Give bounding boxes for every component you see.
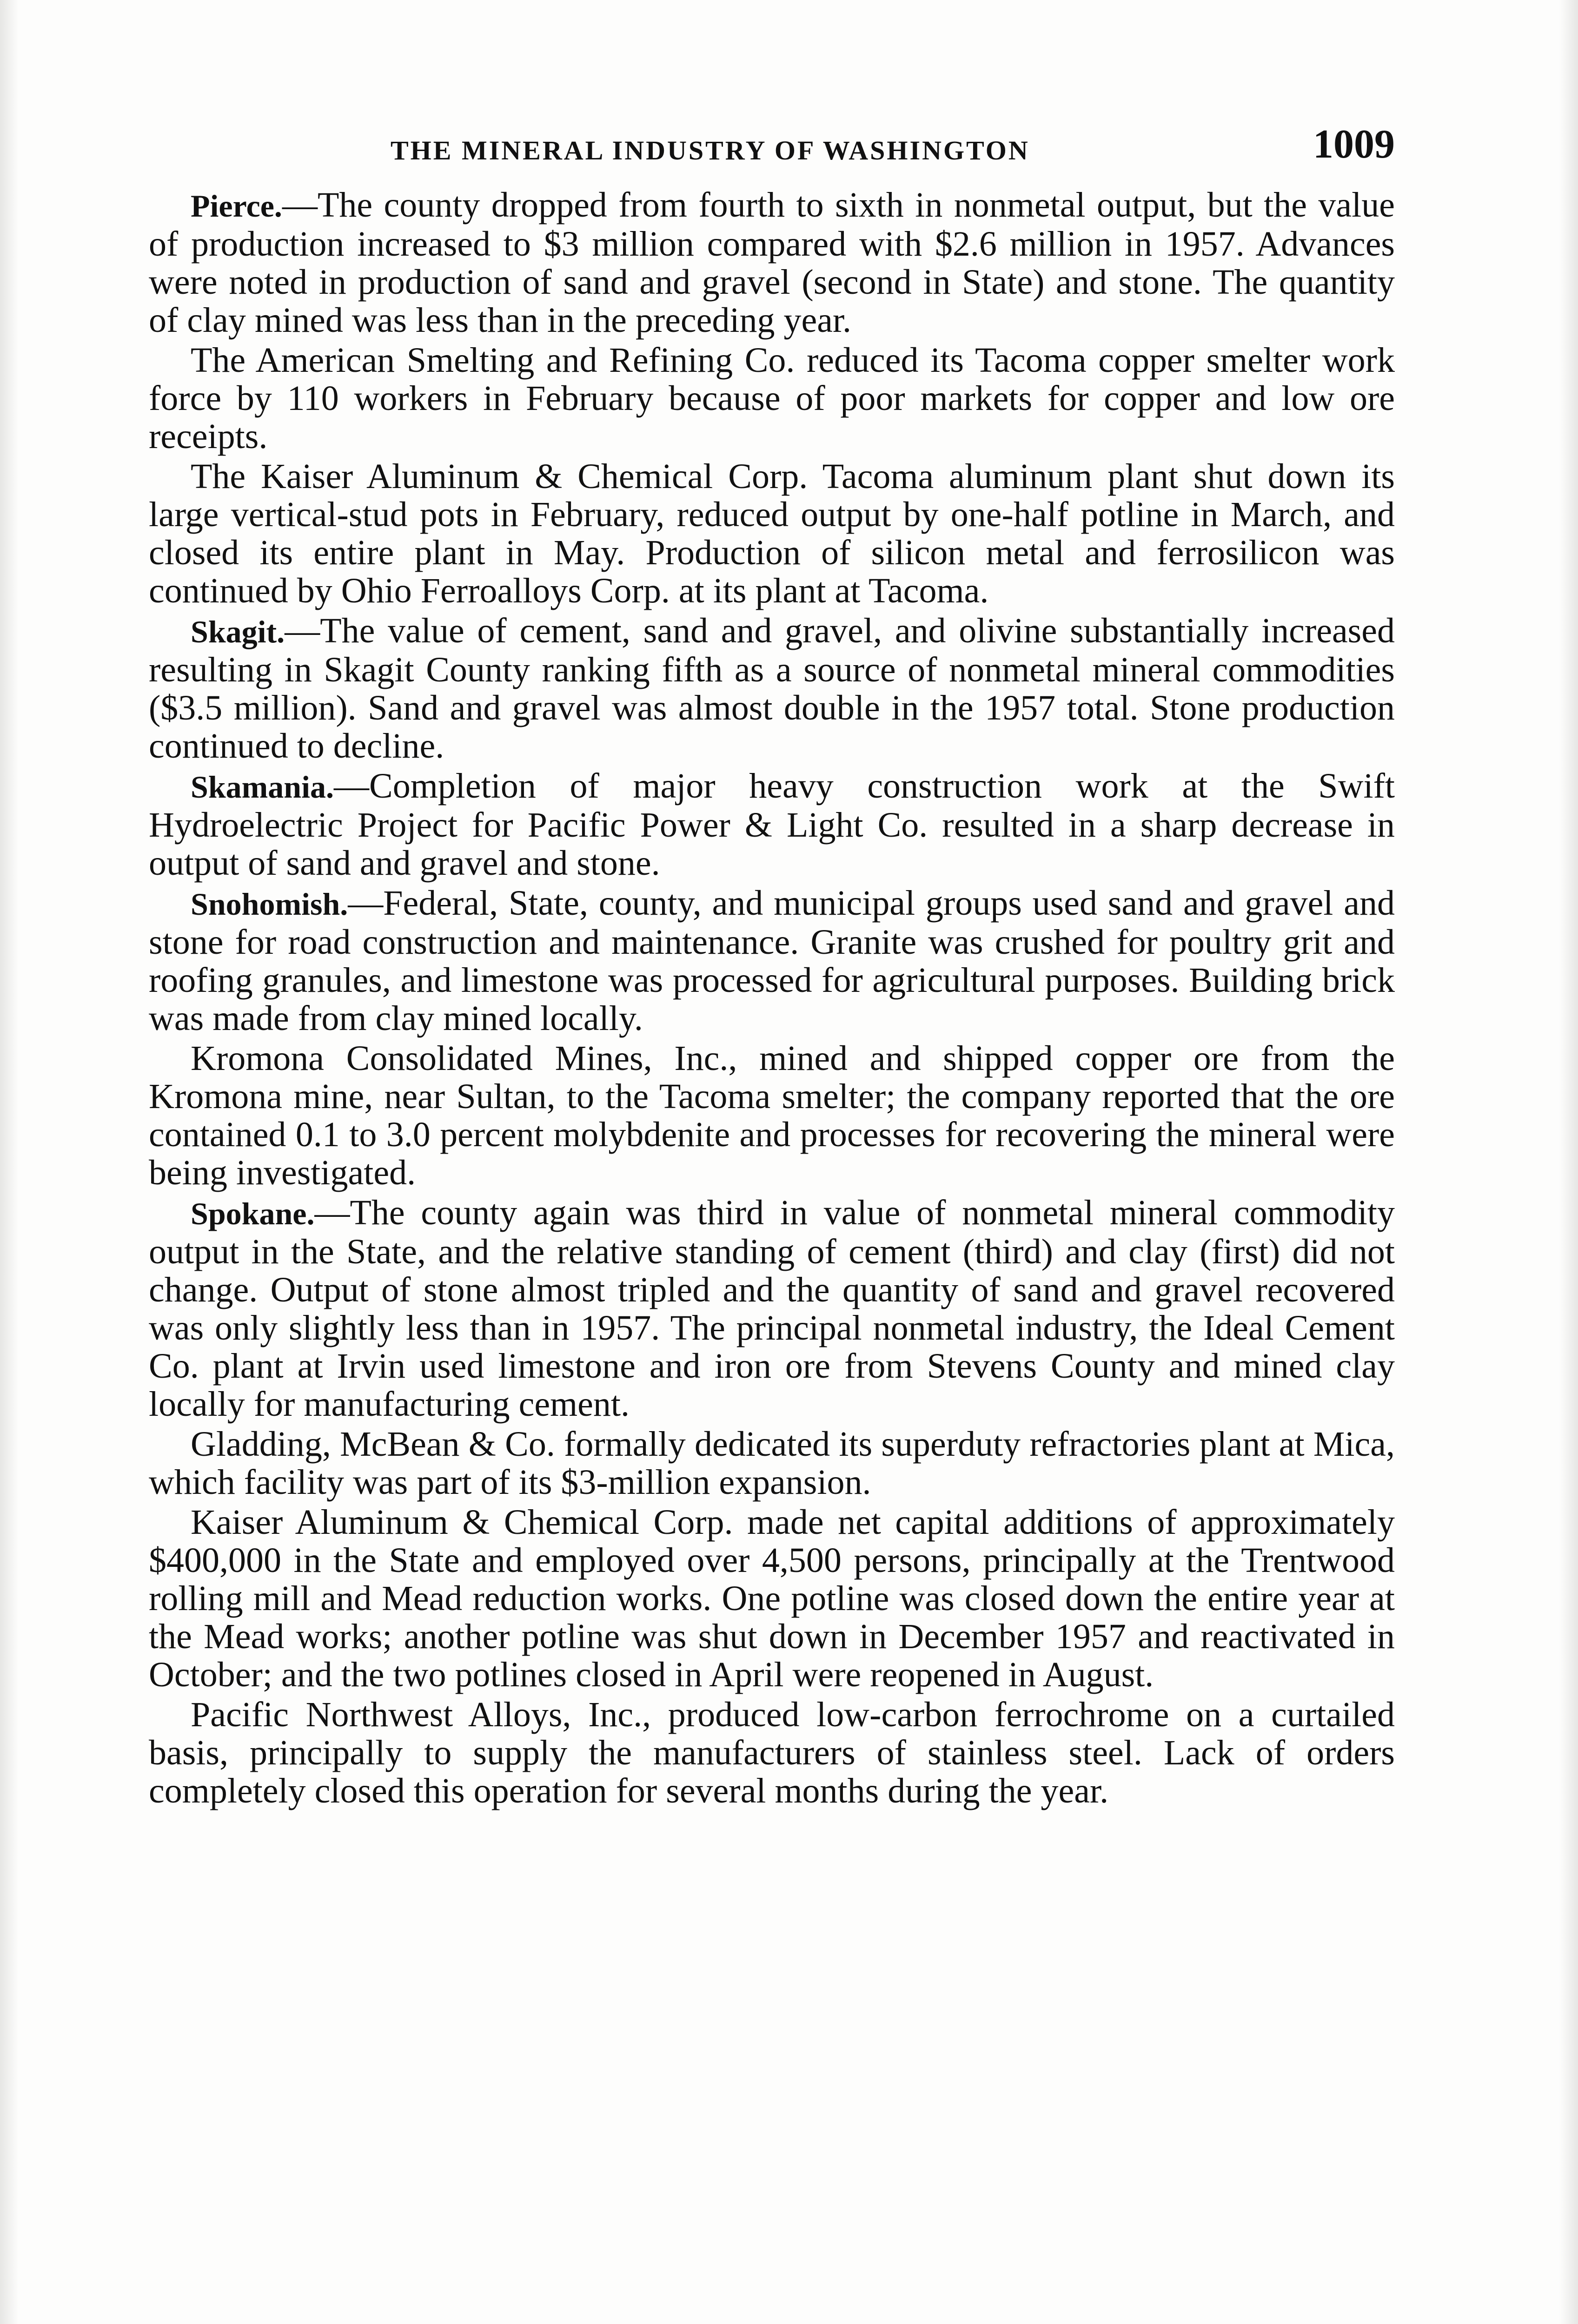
county-heading-snohomish: Snohomish. [191, 886, 348, 922]
paragraph-american-smelting [149, 341, 1395, 456]
paragraph-text: Pacific Northwest Alloys, Inc., produced low-carbon ferrochrome on a curtailed basis, principally to supply the manufacturers of stainless steel. Lack of orders completely closed this operation for several months during the year. [149, 1695, 1395, 1810]
paragraph-pacific-northwest-alloys [149, 1696, 1395, 1810]
paragraph-pierce [149, 186, 1395, 339]
paragraph-text: Kaiser Aluminum & Chemical Corp. made net capital additions of approximately $400,000 in the State and employed over 4,500 persons, principally at the Trentwood rolling mill and Mead reduction works. One potline was closed down the entire year at the Mead works; another potline was shut down in December 1957 and reactivated in October; and the two potlines closed in April were reopened in August. [149, 1503, 1395, 1694]
county-heading-skagit: Skagit. [191, 614, 285, 649]
paragraph-text: Gladding, McBean & Co. formally dedicated its superduty refractories plant at Mica, which facility was part of its $3-million expansion. [149, 1425, 1395, 1502]
paragraph-snohomish [149, 884, 1395, 1037]
paragraph-kromona [149, 1039, 1395, 1192]
paragraph-text: The Kaiser Aluminum & Chemical Corp. Tacoma aluminum plant shut down its large vertical-stud pots in February, reduced output by one-half potline in March, and closed its entire plant in May. Production of silicon metal and ferrosilicon was continued by Ohio Ferroalloys Corp. at its plant at Tacoma. [149, 457, 1395, 610]
running-head: THE MINERAL INDUSTRY OF WASHINGTON [391, 135, 1030, 165]
paragraph-kaiser-spokane [149, 1503, 1395, 1694]
paragraph-spokane [149, 1194, 1395, 1423]
body-text [149, 186, 1395, 1810]
county-heading-skamania: Skamania. [191, 769, 334, 805]
paragraph-skagit [149, 612, 1395, 765]
scan-edge-left [0, 0, 19, 2324]
paragraph-kaiser-tacoma [149, 457, 1395, 610]
page-header [149, 121, 1395, 172]
paragraph-text: —The county dropped from fourth to sixth in nonmetal output, but the value of production increased to $3 million compared with $2.6 million in 1957. Advances were noted in production of sand and gravel (second in State) and stone. The quantity of clay mined was less than in the preceding year. [149, 185, 1395, 340]
paragraph-text: —Completion of major heavy construction work at the Swift Hydroelectric Project for Pacific Power & Light Co. resulted in a sharp decrease in output of sand and gravel and stone. [149, 766, 1395, 883]
page-content [149, 121, 1395, 1810]
paragraph-text: The American Smelting and Refining Co. reduced its Tacoma copper smelter work force by 110 workers in February because of poor markets for copper and low ore receipts. [149, 341, 1395, 456]
paragraph-text: —The value of cement, sand and gravel, and olivine substantially increased resulting in Skagit County ranking fifth as a source of nonmetal mineral commodities ($3.5 million). Sand and gravel was almost double in the 1957 total. Stone production continued to decline. [149, 611, 1395, 766]
paragraph-skamania [149, 767, 1395, 882]
county-heading-pierce: Pierce. [191, 188, 282, 224]
county-heading-spokane: Spokane. [191, 1196, 315, 1231]
page-number: 1009 [1313, 122, 1395, 167]
scan-edge-right [1559, 0, 1578, 2324]
paragraph-gladding-mcbean [149, 1425, 1395, 1501]
paragraph-text: —Federal, State, county, and municipal groups used sand and gravel and stone for road construction and maintenance. Granite was crushed for poultry grit and roofing granules, and limestone was processed for agricultural purposes. Building brick was made from clay mined locally. [149, 884, 1395, 1038]
paragraph-text: —The county again was third in value of nonmetal mineral commodity output in the State, and the relative standing of cement (third) and clay (first) did not change. Output of stone almost tripled and the quantity of sand and gravel recovered was only slightly less than in 1957. The principal nonmetal industry, the Ideal Cement Co. plant at Irvin used limestone and iron ore from Stevens County and mined clay locally for manufacturing cement. [149, 1193, 1395, 1424]
paragraph-text: Kromona Consolidated Mines, Inc., mined and shipped copper ore from the Kromona mine, near Sultan, to the Tacoma smelter; the company reported that the ore contained 0.1 to 3.0 percent molybdenite and processes for recovering the mineral were being investigated. [149, 1039, 1395, 1192]
